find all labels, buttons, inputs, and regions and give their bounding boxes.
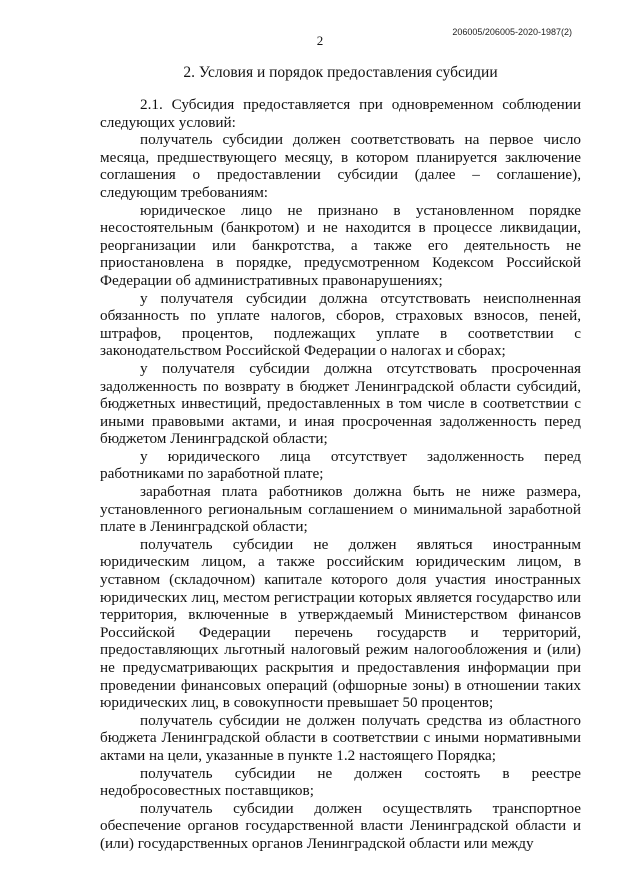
document-body xyxy=(100,62,581,853)
paragraph-not-bankrupt: юридическое лицо не признано в установленном порядке несостоятельным (банкротом) и не находится в процессе ликвидации, реорганизации или банкротства, а также его деятельность не приостановлена в порядке, предусмотренном Кодексом Российской Федерации об административных правонарушениях; xyxy=(100,201,581,289)
document-code: 206005/206005-2020-1987(2) xyxy=(452,27,572,37)
paragraph-no-tax-debt: у получателя субсидии должна отсутствовать неисполненная обязанность по уплате налогов, сборов, страховых взносов, пеней, штрафов, процентов, подлежащих уплате в соответствии с законодательством Российской Федерации о налогах и сборах; xyxy=(100,289,581,360)
paragraph-not-in-registry: получатель субсидии не должен состоять в реестре недобросовестных поставщиков; xyxy=(100,764,581,800)
paragraph-no-other-funding: получатель субсидии не должен получать средства из областного бюджета Ленинградской области в соответствии с иными нормативными актами на цели, указанные в пункте 1.2 настоящего Порядка; xyxy=(100,711,581,764)
paragraph-recipient-requirements: получатель субсидии должен соответствовать на первое число месяца, предшествующего месяцу, в котором планируется заключение соглашения о предоставлении субсидии (далее – соглашение), следующим требованиям: xyxy=(100,131,581,201)
section-heading: 2. Условия и порядок предоставления субсидии xyxy=(183,64,498,81)
paragraph-no-budget-debt: у получателя субсидии должна отсутствовать просроченная задолженность по возврату в бюджет Ленинградской области субсидий, бюджетных инвестиций, предоставленных в том числе в соответствии с иными правовыми актами, и иная просроченная задолженность перед бюджетом Ленинградской области; xyxy=(100,359,581,448)
page-number: 2 xyxy=(316,33,324,48)
paragraph-2-1: 2.1. Субсидия предоставляется при одновременном соблюдении следующих условий: xyxy=(100,96,581,131)
paragraph-transport-support: получатель субсидии должен осуществлять транспортное обеспечение органов государственной власти Ленинградской области и (или) государственных органов Ленинградской области или между xyxy=(100,799,581,852)
paragraph-not-foreign-entity: получатель субсидии не должен являться иностранным юридическим лицом, а также российским юридическим лицом, в уставном (складочном) капитале которого доля участия иностранных юридических лиц, местом регистрации которых является государство или территория, включенные в утверждаемый Министерством финансов Российской Федерации перечень государств и территорий, предоставляющих льготный налоговый режим налогообложения и (или) не предусматривающих раскрытия и предоставления информации при проведении финансовых операций (офшорные зоны) в отношении таких юридических лиц, в совокупности превышает 50 процентов; xyxy=(100,535,581,712)
paragraph-no-wage-debt: у юридического лица отсутствует задолженность перед работниками по заработной плате; xyxy=(100,447,581,483)
paragraph-minimum-wage: заработная плата работников должна быть не ниже размера, установленного региональным соглашением о минимальной заработной плате в Ленинградской области; xyxy=(100,483,581,536)
